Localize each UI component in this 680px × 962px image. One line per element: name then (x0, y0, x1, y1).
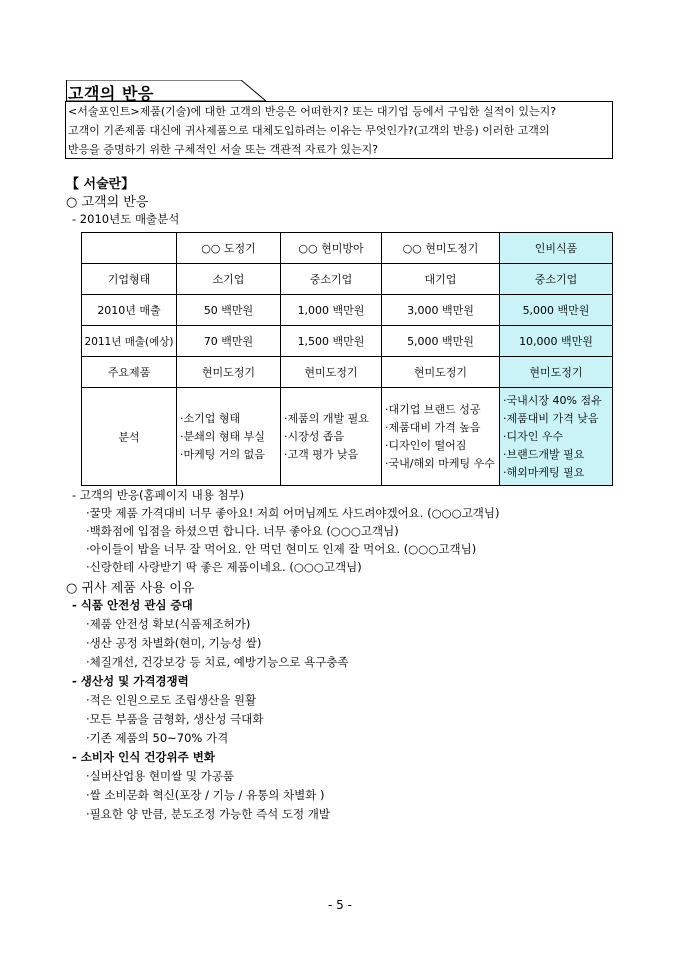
analysis-item: ·대기업 브랜드 성공 (385, 402, 481, 416)
table-cell: 소기업 (177, 264, 281, 295)
reason-item: ·모든 부품을 금형화, 생산성 극대화 (86, 712, 264, 726)
reason-item: ·실버산업용 현미쌀 및 가공품 (86, 769, 234, 783)
reason-item: ·기존 제품의 50~70% 가격 (86, 731, 229, 745)
sales-analysis-label: - 2010년도 매출분석 (72, 212, 180, 226)
table-row (82, 295, 613, 326)
table-cell: 중소기업 (281, 264, 382, 295)
row-label: 기업형태 (82, 264, 177, 295)
analysis-item: ·소기업 형태 (180, 411, 241, 425)
table-header-cell (82, 233, 177, 264)
analysis-cell-highlight (500, 388, 613, 486)
reason-item: ·생산 공정 차별화(현미, 기능성 쌀) (86, 636, 262, 650)
customer-reaction-heading: ○ 고객의 반응 (66, 195, 149, 210)
row-label: 주요제품 (82, 357, 177, 388)
table-cell: 50 백만원 (177, 295, 281, 326)
analysis-item: ·고객 평가 낮음 (284, 447, 359, 461)
reactions-heading: - 고객의 반응(홈페이지 내용 첨부) (72, 488, 245, 502)
table-cell: 현미도정기 (382, 357, 500, 388)
analysis-item: ·제품대비 가격 높음 (385, 420, 481, 434)
table-header-cell: ○○ 도정기 (177, 233, 281, 264)
analysis-item: ·제품대비 가격 낮음 (503, 411, 599, 425)
table-cell: 현미도정기 (177, 357, 281, 388)
table-row (82, 357, 613, 388)
analysis-cell (281, 388, 382, 486)
table-cell: 5,000 백만원 (382, 326, 500, 357)
reason-group-title: - 생산성 및 가격경쟁력 (72, 674, 189, 688)
table-cell-highlight: 중소기업 (500, 264, 613, 295)
writing-guide-box (65, 101, 613, 159)
guide-line: 반응을 증명하기 위한 구체적인 서술 또는 객관적 자료가 있는지? (68, 143, 379, 156)
analysis-item: ·시장성 좁음 (284, 429, 345, 443)
analysis-item: ·분쇄의 형태 부실 (180, 429, 265, 443)
reason-group-title: - 소비자 인식 건강위주 변화 (72, 750, 215, 764)
reaction-item: ·백화점에 입점을 하셨으면 합니다. 너무 좋아요 (○○○고객님) (86, 524, 399, 538)
analysis-item: ·제품의 개발 필요 (284, 411, 369, 425)
row-label: 분석 (82, 388, 177, 486)
reason-group-title: - 식품 안전성 관심 증대 (72, 598, 193, 612)
reasons-heading: ○ 귀사 제품 사용 이유 (66, 581, 195, 596)
reason-item: ·적은 인원으로도 조립생산을 원활 (86, 693, 257, 707)
table-header-row (82, 233, 613, 264)
table-cell: 70 백만원 (177, 326, 281, 357)
page-number: - 5 - (328, 898, 352, 912)
analysis-item: ·해외마케팅 필요 (503, 465, 585, 479)
table-cell: 1,000 백만원 (281, 295, 382, 326)
table-cell: 3,000 백만원 (382, 295, 500, 326)
table-row (82, 326, 613, 357)
table-header-cell: ○○ 현미도정기 (382, 233, 500, 264)
section-title-tab (66, 80, 266, 102)
table-header-cell-highlight: 인비식품 (500, 233, 613, 264)
table-cell-highlight: 10,000 백만원 (500, 326, 613, 357)
guide-line: <서술포인트>제품(기술)에 대한 고객의 반응은 어떠한지? 또는 대기업 등에서 구입한 실적이 있는지? (68, 105, 557, 118)
table-header-cell: ○○ 현미방아 (281, 233, 382, 264)
reason-item: ·체질개선, 건강보강 등 치료, 예방기능으로 욕구충족 (86, 655, 349, 669)
reason-item: ·쌀 소비문화 혁신(포장 / 기능 / 유통의 차별화 ) (86, 788, 325, 802)
analysis-item: ·국내시장 40% 점유 (503, 393, 602, 407)
reason-item: ·필요한 양 만큼, 분도조정 가능한 즉석 도정 개발 (86, 807, 330, 821)
guide-line: 고객이 기존제품 대신에 귀사제품으로 대체도입하려는 이유는 무엇인가?(고객의 반응) 이러한 고객의 (68, 124, 550, 137)
reaction-item: ·아이들이 밥을 너무 잘 먹어요. 안 먹던 현미도 인제 잘 먹어요. (○○○고객님) (86, 542, 477, 556)
analysis-item: ·브랜드개발 필요 (503, 447, 585, 461)
table-cell: 대기업 (382, 264, 500, 295)
table-cell: 1,500 백만원 (281, 326, 382, 357)
sales-comparison-table (81, 232, 613, 486)
analysis-item: ·디자인이 떨어짐 (385, 438, 467, 452)
analysis-item: ·마케팅 거의 없음 (180, 447, 265, 461)
reaction-item: ·꿀맛 제품 가격대비 너무 좋아요! 저희 어머님께도 사드려야겠어요. (○○○고객님) (86, 506, 500, 520)
analysis-cell (382, 388, 500, 486)
writing-section-label: 【 서술란】 (66, 177, 135, 192)
row-label: 2011년 매출(예상) (82, 326, 177, 357)
reaction-item: ·신랑한테 사랑받기 딱 좋은 제품이네요. (○○○고객님) (86, 560, 362, 574)
table-cell: 현미도정기 (281, 357, 382, 388)
analysis-item: ·디자인 우수 (503, 429, 564, 443)
table-cell-highlight: 5,000 백만원 (500, 295, 613, 326)
row-label: 2010년 매출 (82, 295, 177, 326)
reason-item: ·제품 안전성 확보(식품제조허가) (86, 617, 251, 631)
analysis-item: ·국내/해외 마케팅 우수 (385, 456, 495, 470)
analysis-cell (177, 388, 281, 486)
table-row (82, 264, 613, 295)
page-title: 고객의 반응 (68, 84, 154, 103)
table-cell-highlight: 현미도정기 (500, 357, 613, 388)
analysis-row (82, 388, 613, 486)
